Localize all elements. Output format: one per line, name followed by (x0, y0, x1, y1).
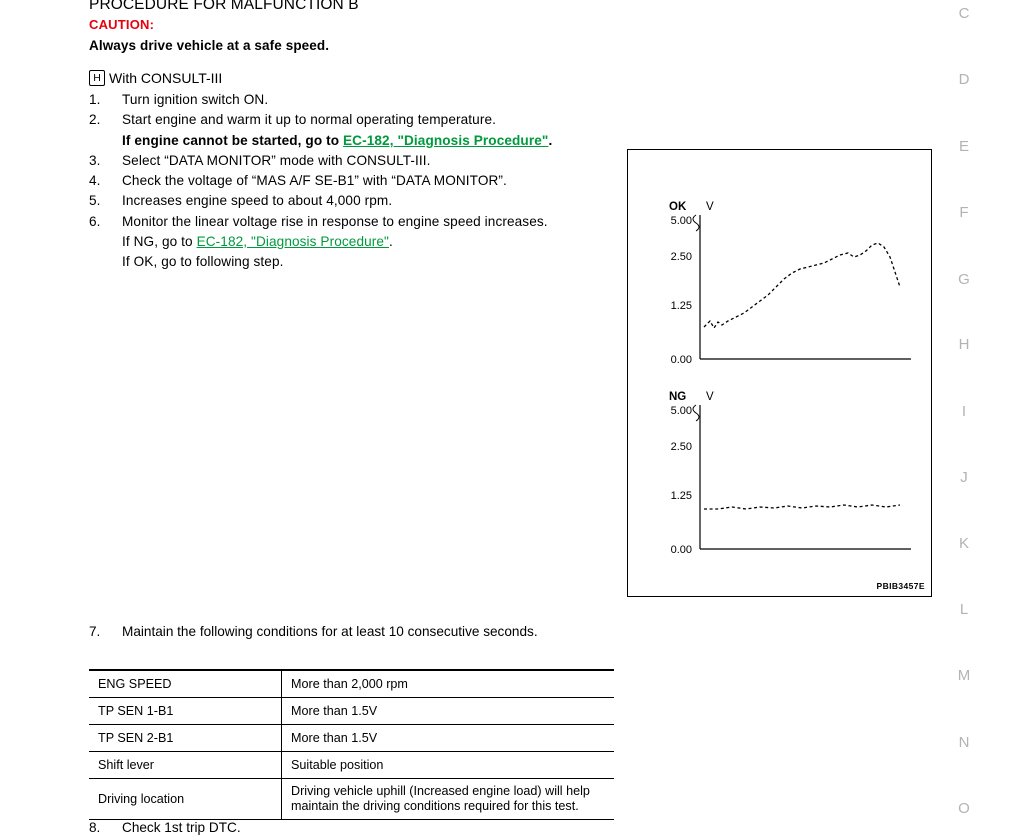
table-cell-value: More than 1.5V (282, 725, 615, 752)
table-cell-value: More than 2,000 rpm (282, 670, 615, 698)
table-row (89, 779, 614, 820)
graph-ng-tick-125: 1.25 (670, 490, 692, 502)
graph-ng (628, 385, 933, 585)
figure-voltage-graphs (627, 149, 932, 597)
step-substep-ng-prefix: If NG, go to (122, 234, 197, 250)
step-text: Turn ignition switch ON. (122, 92, 269, 107)
step-number: 5. (89, 193, 101, 209)
table-cell-key: Shift lever (89, 752, 282, 779)
index-letter-d: D (958, 71, 970, 88)
step-substep (122, 131, 619, 151)
graph-ng-tick-250: 2.50 (670, 441, 692, 453)
step-number: 3. (89, 152, 101, 168)
table-cell-value: Driving vehicle uphill (Increased engine load) will help maintain the driving conditions required for this test. (282, 779, 615, 820)
index-letter-n: N (958, 734, 970, 751)
step-number: 7. (89, 624, 101, 639)
graph-ok-plot (628, 195, 933, 395)
step-substep-ng-suffix: . (388, 234, 393, 250)
table-cell-key: TP SEN 2-B1 (89, 725, 282, 752)
step-text: Maintain the following conditions for at least 10 consecutive seconds. (122, 624, 538, 639)
graph-ng-unit: V (706, 391, 714, 403)
index-letter-i: I (961, 403, 967, 420)
step-text: Start engine and warm it up to normal operating temperature. (122, 112, 496, 128)
conditions-table (89, 669, 614, 820)
table-cell-value: More than 1.5V (282, 698, 615, 725)
step-text: Monitor the linear voltage rise in response to engine speed increases. (122, 213, 548, 229)
step-substep-ng (122, 232, 619, 252)
table-row (89, 752, 614, 779)
index-letter-e: E (958, 138, 969, 155)
table-row (89, 670, 614, 698)
index-letter-o: O (958, 800, 970, 817)
table-cell-key: Driving location (89, 779, 282, 820)
page-title: PROCEDURE FOR MALFUNCTION B (89, 0, 359, 13)
step-number: 1. (89, 92, 101, 107)
graph-ok-tick-0: 0.00 (670, 354, 692, 366)
table-cell-key: TP SEN 1-B1 (89, 698, 282, 725)
list-item (89, 171, 619, 191)
list-item (89, 151, 619, 171)
list-item (89, 110, 619, 151)
graph-ng-tick-0: 0.00 (670, 544, 692, 556)
procedure-step-list (89, 90, 619, 273)
list-item (89, 90, 619, 110)
step-text: Select “DATA MONITOR” mode with CONSULT-III. (122, 152, 431, 168)
step-text: Check 1st trip DTC. (122, 820, 241, 835)
graph-ok-tick-125: 1.25 (670, 300, 692, 312)
link-ec-182-diagnosis-procedure[interactable]: EC-182, "Diagnosis Procedure" (196, 234, 389, 250)
caution-text: Always drive vehicle at a safe speed. (89, 38, 330, 53)
graph-ng-label: NG (669, 391, 687, 403)
list-item (89, 212, 619, 273)
graph-ok (628, 195, 933, 395)
table-cell-value: Suitable position (282, 752, 615, 779)
step-substep-suffix: . (548, 132, 553, 148)
alphabet-index-column (957, 0, 1020, 840)
step-substep-ok: If OK, go to following step. (122, 254, 284, 270)
step-text: Check the voltage of “MAS A/F SE-B1” with “DATA MONITOR”. (122, 173, 507, 189)
index-letter-m: M (957, 667, 971, 684)
table-row (89, 698, 614, 725)
step-number: 6. (89, 213, 101, 229)
caution-label: CAUTION: (89, 17, 155, 32)
index-letter-l: L (959, 601, 969, 618)
consult-heading-label: With CONSULT-III (109, 70, 223, 86)
graph-ok-unit: V (706, 201, 714, 213)
step-number: 8. (89, 820, 101, 835)
step-7 (89, 624, 662, 639)
list-item (89, 191, 619, 211)
step-substep-prefix: If engine cannot be started, go to (122, 132, 344, 148)
figure-code: PBIB3457E (876, 581, 925, 591)
step-number: 4. (89, 173, 101, 189)
step-8 (89, 820, 662, 835)
table-row (89, 725, 614, 752)
graph-ok-label: OK (669, 201, 687, 213)
graph-ok-tick-5: 5.00 (670, 215, 692, 227)
step-number: 2. (89, 112, 101, 128)
index-letter-k: K (958, 535, 969, 552)
index-letter-g: G (958, 271, 970, 288)
table-cell-key: ENG SPEED (89, 670, 282, 698)
link-ec-182-diagnosis-procedure[interactable]: EC-182, "Diagnosis Procedure" (343, 132, 549, 148)
graph-ng-tick-5: 5.00 (670, 405, 692, 417)
step-text: Increases engine speed to about 4,000 rpm. (122, 193, 393, 209)
index-letter-c: C (958, 5, 970, 22)
consult-heading-row (89, 70, 222, 86)
graph-ng-plot (628, 385, 933, 585)
index-letter-h: H (958, 336, 970, 353)
consult-hex-icon: H (89, 70, 105, 86)
graph-ok-tick-250: 2.50 (670, 251, 692, 263)
index-letter-j: J (960, 469, 968, 486)
index-letter-f: F (959, 204, 969, 221)
